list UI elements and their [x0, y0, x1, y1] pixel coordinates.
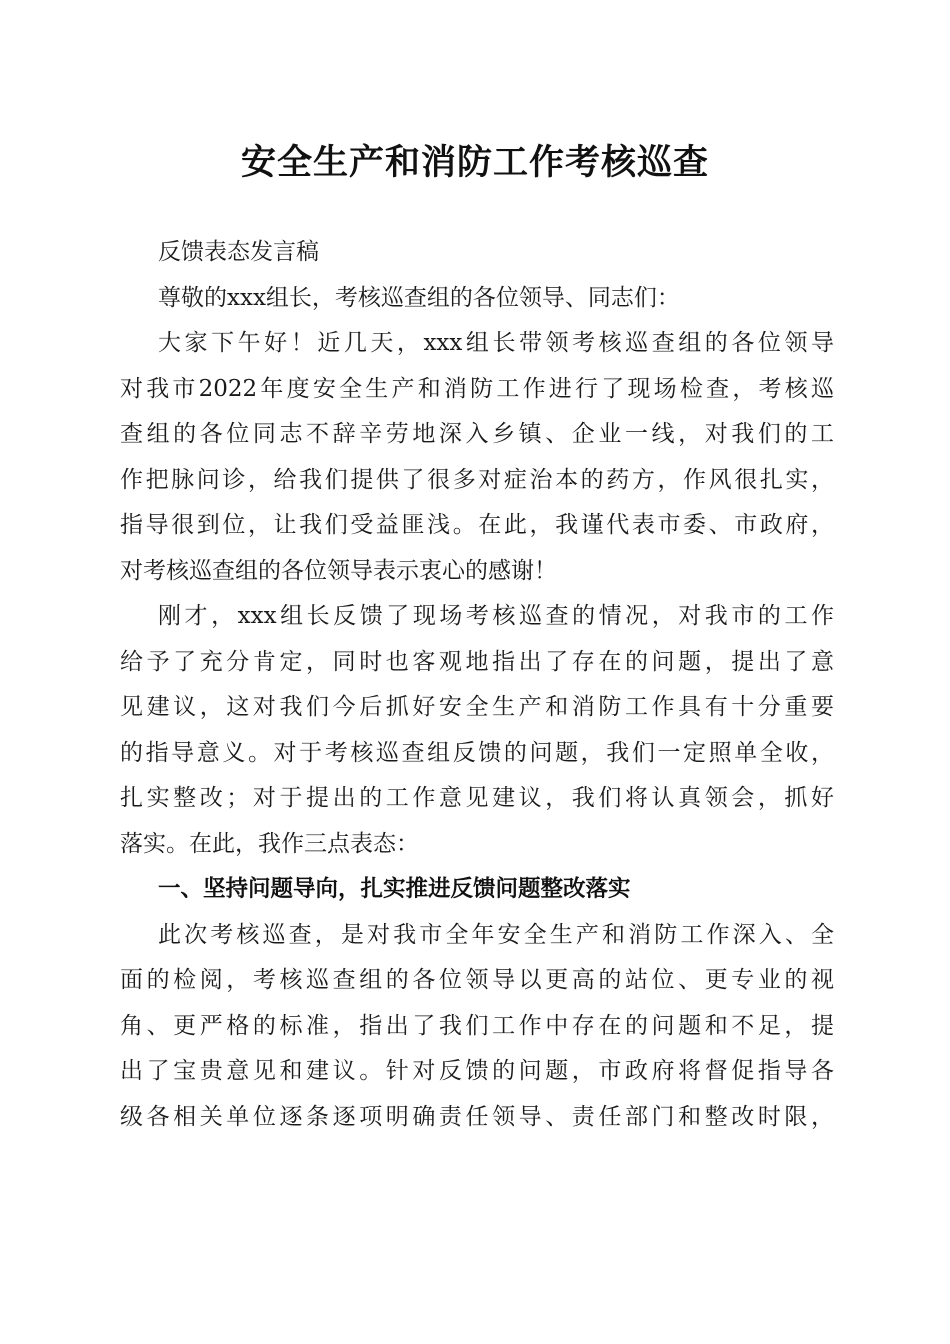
paragraph-line: 大家下午好！近几天，xxx组长带领考核巡查组的各位领导: [158, 330, 834, 356]
paragraph-line: 作把脉问诊，给我们提供了很多对症治本的药方，作风很扎实，: [120, 466, 834, 493]
paragraph-line: 出了宝贵意见和建议。针对反馈的问题，市政府将督促指导各: [120, 1058, 834, 1084]
paragraph-line: 级各相关单位逐条逐项明确责任领导、责任部门和整改时限，: [120, 1103, 834, 1130]
document-body: [120, 233, 834, 1143]
document-title: 安全生产和消防工作考核巡查: [240, 142, 709, 183]
paragraph-line: 的指导意义。对于考核巡查组反馈的问题，我们一定照单全收，: [120, 739, 834, 766]
paragraph-line: 扎实整改；对于提出的工作意见建议，我们将认真领会，抓好: [120, 785, 834, 811]
paragraph-line: 见建议，这对我们今后抓好安全生产和消防工作具有十分重要: [120, 694, 834, 720]
paragraph-line: 指导很到位，让我们受益匪浅。在此，我谨代表市委、市政府，: [120, 512, 834, 538]
paragraph-line: 对我市2022年度安全生产和消防工作进行了现场检查，考核巡: [120, 375, 834, 402]
paragraph-line: 此次考核巡查，是对我市全年安全生产和消防工作深入、全: [158, 921, 834, 948]
paragraph-line: 给予了充分肯定，同时也客观地指出了存在的问题，提出了意: [120, 648, 834, 675]
section-heading: 一、坚持问题导向，扎实推进反馈问题整改落实: [158, 876, 631, 902]
paragraph-line: 落实。在此，我作三点表态：: [120, 830, 419, 857]
salutation-line: 尊敬的xxx组长，考核巡查组的各位领导、同志们：: [158, 284, 680, 311]
paragraph-line: 面的检阅，考核巡查组的各位领导以更高的站位、更专业的视: [120, 967, 834, 993]
paragraph-line: 对考核巡查组的各位领导表示衷心的感谢！: [120, 557, 557, 584]
paragraph-line: 刚才，xxx组长反馈了现场考核巡查的情况，对我市的工作: [158, 603, 834, 629]
subtitle-line: 反馈表态发言稿: [158, 239, 319, 265]
paragraph-line: 角、更严格的标准，指出了我们工作中存在的问题和不足，提: [120, 1012, 834, 1039]
paragraph-line: 查组的各位同志不辞辛劳地深入乡镇、企业一线，对我们的工: [120, 421, 834, 447]
